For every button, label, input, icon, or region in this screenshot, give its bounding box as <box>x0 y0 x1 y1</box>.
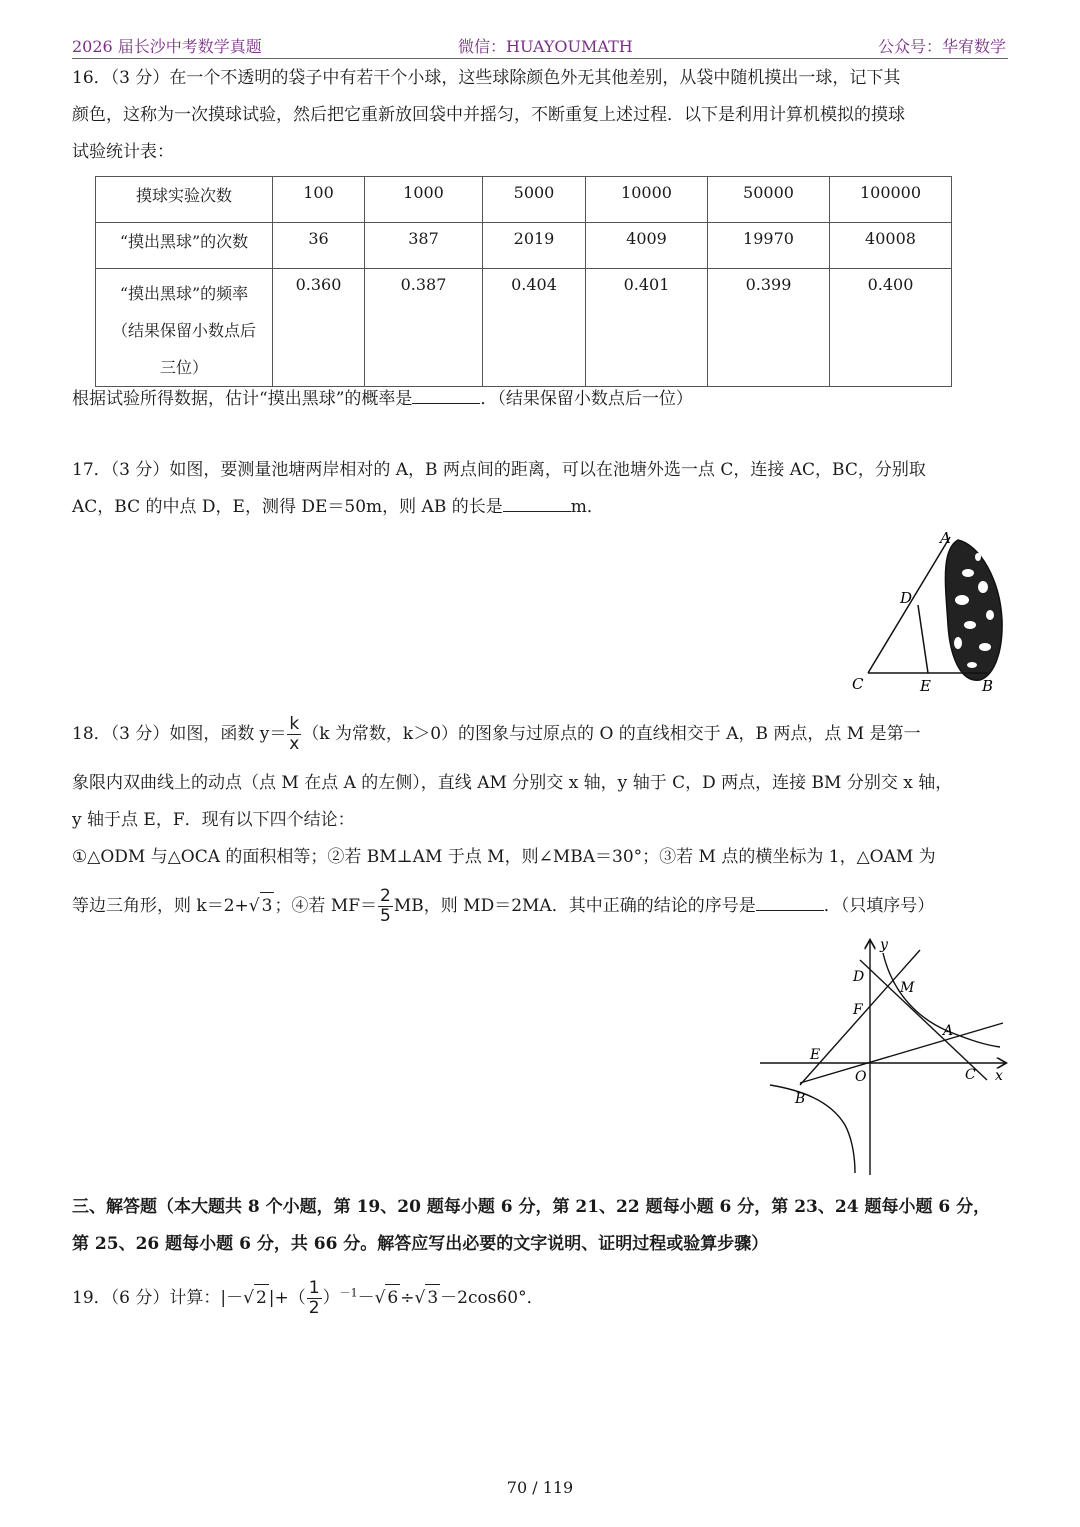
table-cell: 2019 <box>483 223 586 269</box>
section3-line1: 三、解答题（本大题共 8 个小题，第 19、20 题每小题 6 分，第 21、22 题每小题 6 分，第 23、24 题每小题 6 分， <box>72 1197 991 1217</box>
label-M: M <box>900 980 915 996</box>
q16-line2: 颜色，这称为一次摸球试验，然后把它重新放回袋中并摇匀，不断重复上述过程．以下是利用计算机模拟的摸球 <box>72 105 905 125</box>
q17-answer-blank[interactable] <box>503 495 571 512</box>
table-cell: 0.401 <box>586 269 708 387</box>
table-cell: 10000 <box>586 177 708 223</box>
q16-line1: 16．（3 分）在一个不透明的袋子中有若干个小球，这些球除颜色外无其他差别，从袋中随机摸出一球，记下其 <box>72 68 901 88</box>
q17-line2-text: AC，BC 的中点 D，E，测得 DE＝50m，则 AB 的长是 <box>72 497 503 517</box>
sqrt-6: 6 <box>385 1284 400 1311</box>
q16-line3: 试验统计表： <box>72 142 174 162</box>
axis-label-x: x <box>995 1068 1003 1084</box>
label-E: E <box>920 677 931 695</box>
table-cell: 0.404 <box>483 269 586 387</box>
q18-line1-rest: （k 为常数，k＞0）的图象与过原点的 O 的直线相交于 A，B 两点，点 M 是第一 <box>302 724 921 744</box>
table-header-black-count: “摸出黑球”的次数 <box>96 223 273 269</box>
freq-header-line1: “摸出黑球”的频率 <box>119 284 249 303</box>
q17-line1: 17．（3 分）如图，要测量池塘两岸相对的 A，B 两点间的距离，可以在池塘外选一点 C，连接 AC，BC，分别取 <box>72 460 926 480</box>
q19-line: 19．（6 分）计算：|－√ 2 |+（ $\frac{1}{2}$ ）$^{-1}$－√ 6 ÷√ 3 －2cos60°． <box>72 1278 544 1318</box>
table-cell: 100 <box>273 177 365 223</box>
table-cell: 50000 <box>708 177 830 223</box>
hyperbola-branch-2 <box>770 1085 855 1173</box>
q16-answer-line <box>72 386 1008 412</box>
table-cell: 19970 <box>708 223 830 269</box>
q18-line2: 象限内双曲线上的动点（点 M 在点 A 的左侧），直线 AM 分别交 x 轴，y 轴于 C，D 两点，连接 BM 分别交 x 轴， <box>72 773 953 793</box>
q19-d: － <box>357 1288 375 1308</box>
q18-line5-a: 等边三角形，则 k＝2+ <box>72 896 249 916</box>
table-cell: 387 <box>365 223 483 269</box>
table-cell: 4009 <box>586 223 708 269</box>
table-cell: 0.399 <box>708 269 830 387</box>
q18-fraction-2-5 <box>378 888 393 925</box>
sqrt-2: 2 <box>254 1284 269 1311</box>
line-DC <box>860 960 987 1080</box>
label-F: F <box>853 1002 863 1018</box>
table-cell: 36 <box>273 223 365 269</box>
q19-f: －2cos60°． <box>440 1288 544 1308</box>
table-cell: 100000 <box>830 177 952 223</box>
q19-exponent: －1 <box>339 1286 358 1300</box>
q17-pond-figure <box>840 525 1020 700</box>
freq-header-line3: 三位） <box>159 358 208 377</box>
sqrt-3: 3 <box>425 1284 440 1311</box>
q18-hyperbola-figure <box>755 935 1010 1180</box>
freq-header-line2: （结果保留小数点后 <box>111 321 256 340</box>
table-header-trials: 摸球实验次数 <box>96 177 273 223</box>
q18-line4: ①△ODM 与△OCA 的面积相等；②若 BM⊥AM 于点 M，则∠MBA＝30°；③若 M 点的横坐标为 1，△OAM 为 <box>72 847 936 867</box>
section3-line2: 第 25、26 题每小题 6 分，共 66 分。解答应写出必要的文字说明、证明过程或验算步骤） <box>72 1234 769 1254</box>
header-center: 微信：HUAYOUMATH <box>458 37 633 56</box>
frac-numerator: 2 <box>380 886 391 906</box>
sqrt-3: 3 <box>260 892 275 919</box>
q19-c: ） <box>322 1288 340 1308</box>
q18-line5-b: ；④若 MF＝ <box>274 896 378 916</box>
page-number: 70 / 119 <box>506 1478 574 1497</box>
table-cell: 40008 <box>830 223 952 269</box>
label-A: A <box>943 1023 954 1039</box>
header-divider <box>72 58 1008 59</box>
q19-b: |+（ <box>268 1288 306 1308</box>
q18-line5: 等边三角形，则 k＝2+√ 3 ；④若 MF＝ $\frac{2}{5}$ MB，则 MD＝2MA．其中正确的结论的序号是 ．（只填序号） <box>72 886 935 926</box>
frac-denominator: x <box>289 734 300 754</box>
frac-numerator: 1 <box>308 1278 320 1298</box>
header-right: 公众号：华宥数学 <box>877 37 1006 56</box>
label-C: C <box>852 675 864 693</box>
q17-unit: m． <box>570 497 604 517</box>
header-left: 2026 届长沙中考数学真题 <box>72 37 262 56</box>
q18-answer-blank[interactable] <box>756 894 824 911</box>
axis-label-y: y <box>880 937 888 953</box>
frac-denominator: 5 <box>380 906 391 926</box>
table-cell: 0.360 <box>273 269 365 387</box>
q18-line5-c: MB，则 MD＝2MA．其中正确的结论的序号是 <box>393 896 756 916</box>
label-B: B <box>795 1091 806 1107</box>
q18-line5-d: ．（只填序号） <box>823 896 935 916</box>
q18-fraction-k-over-x <box>287 716 301 753</box>
q16-answer-text: 根据试验所得数据，估计“摸出黑球”的概率是 <box>72 389 413 409</box>
label-O: O <box>855 1069 867 1085</box>
pond-shape <box>945 540 1002 680</box>
table-cell: 0.387 <box>365 269 483 387</box>
q16-table <box>95 176 952 387</box>
q16-answer-note: ．（结果保留小数点后一位） <box>480 389 693 409</box>
label-B: B <box>982 677 994 695</box>
q16-answer-blank[interactable] <box>412 387 480 404</box>
table-cell: 1000 <box>365 177 483 223</box>
label-D: D <box>900 589 913 607</box>
q18-line1 <box>72 716 1008 753</box>
label-C: C <box>965 1067 976 1083</box>
hyperbola-branch-1 <box>883 953 1000 1047</box>
q19-fraction-1-2 <box>307 1280 322 1317</box>
table-cell: 5000 <box>483 177 586 223</box>
table-cell: 0.400 <box>830 269 952 387</box>
q19-a: 19．（6 分）计算：|－ <box>72 1288 244 1308</box>
q18-line1-text: 18．（3 分）如图，函数 y＝ <box>72 724 287 744</box>
frac-denominator: 2 <box>308 1298 320 1318</box>
q17-line2 <box>72 494 1008 520</box>
label-D: D <box>853 969 865 985</box>
label-E: E <box>810 1047 821 1063</box>
q18-line3: y 轴于点 E，F．现有以下四个结论： <box>72 810 355 830</box>
table-header-frequency <box>96 269 273 387</box>
label-A: A <box>940 529 951 547</box>
q19-e: ÷ <box>400 1288 415 1308</box>
frac-numerator: k <box>289 714 300 734</box>
